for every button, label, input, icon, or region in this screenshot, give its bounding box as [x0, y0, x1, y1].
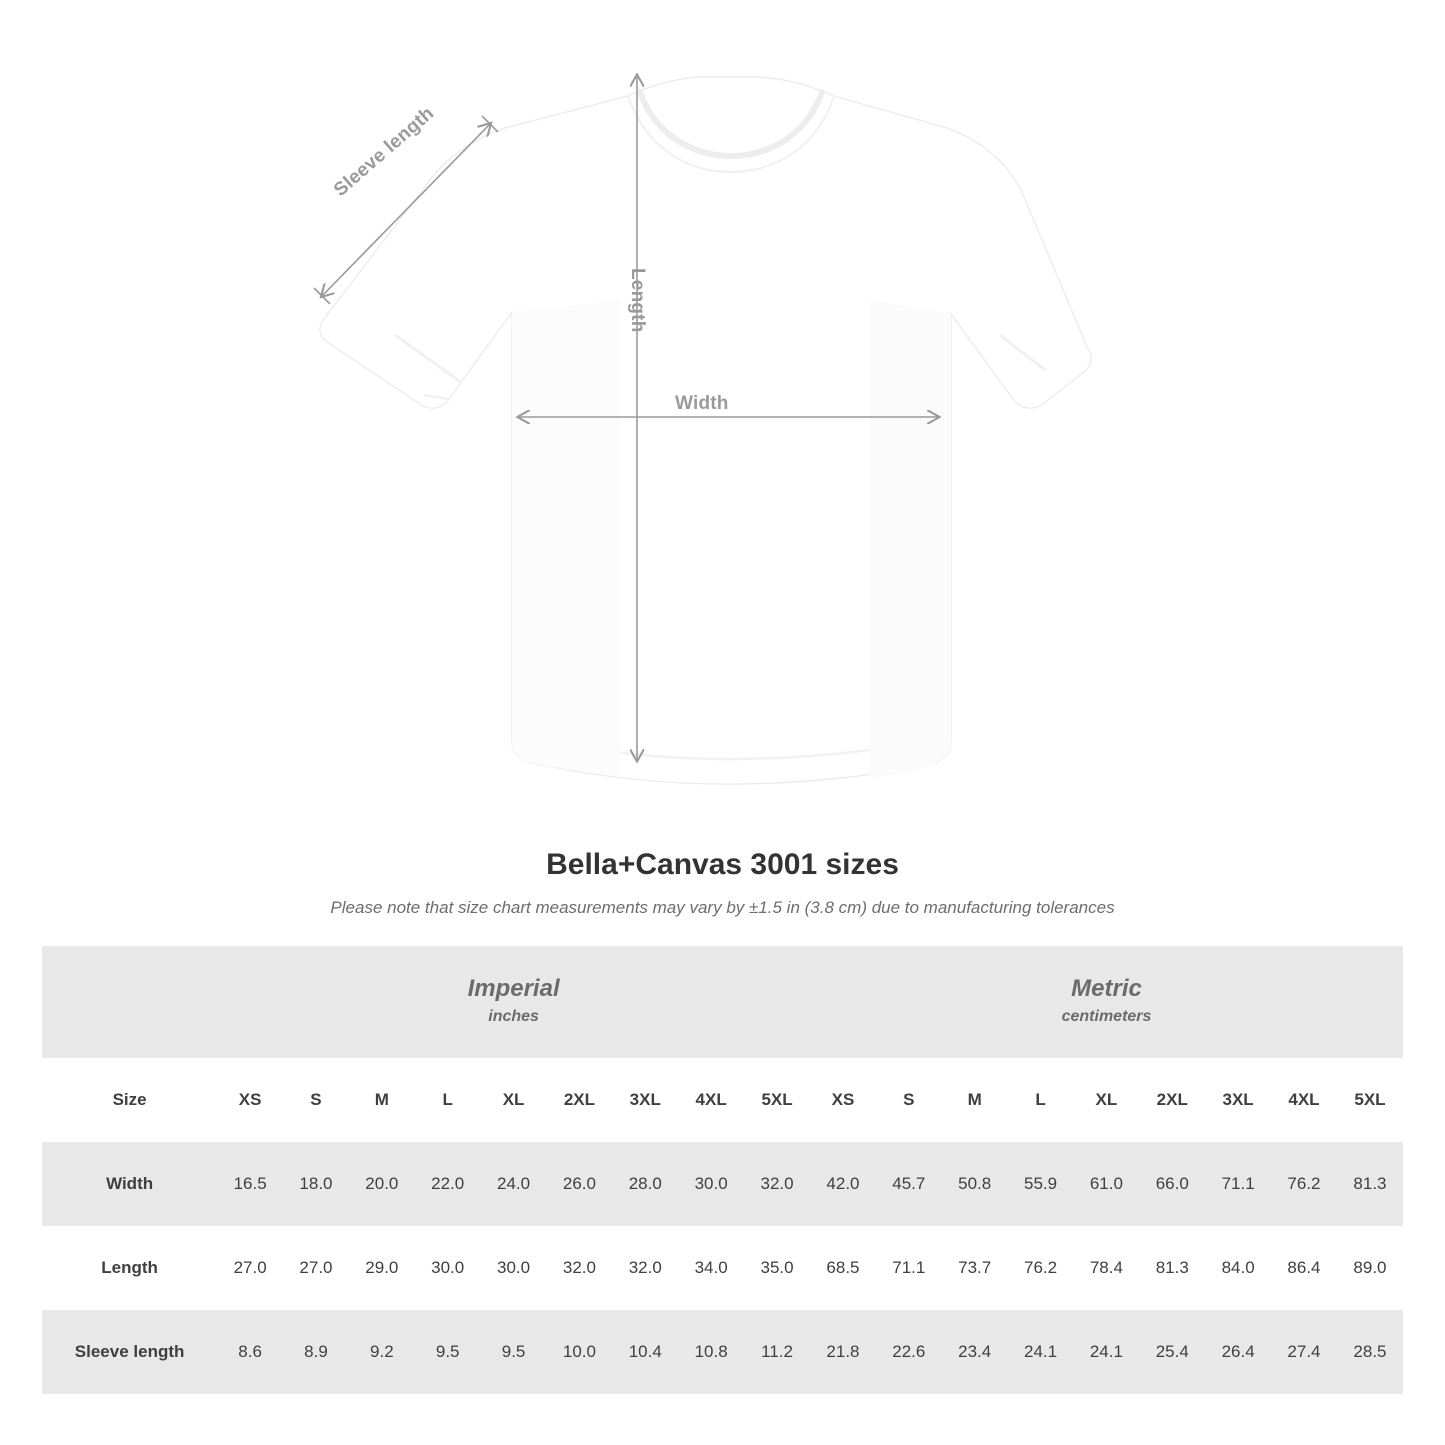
measurement-label: Sleeve length — [42, 1310, 217, 1394]
size-column-header: L — [415, 1058, 481, 1142]
size-column-header: 4XL — [1271, 1058, 1337, 1142]
measurement-value: 71.1 — [1205, 1142, 1271, 1226]
measurement-value: 26.4 — [1205, 1310, 1271, 1394]
system-header-spacer — [42, 946, 217, 1058]
measurement-value: 32.0 — [546, 1226, 612, 1310]
measurement-value: 23.4 — [942, 1310, 1008, 1394]
measurement-value: 32.0 — [612, 1226, 678, 1310]
measurement-value: 78.4 — [1073, 1226, 1139, 1310]
size-column-header: M — [942, 1058, 1008, 1142]
measurement-value: 81.3 — [1139, 1226, 1205, 1310]
size-table-body — [42, 1142, 1403, 1394]
size-column-header: 2XL — [546, 1058, 612, 1142]
measurement-value: 8.6 — [217, 1310, 283, 1394]
measurement-value: 76.2 — [1271, 1142, 1337, 1226]
measurement-value: 30.0 — [678, 1142, 744, 1226]
system-header-row — [42, 946, 1403, 1058]
measurement-value: 20.0 — [349, 1142, 415, 1226]
measurement-value: 29.0 — [349, 1226, 415, 1310]
size-column-header: XL — [481, 1058, 547, 1142]
measurement-label: Length — [42, 1226, 217, 1310]
size-corner-label: Size — [42, 1058, 217, 1142]
measurement-value: 73.7 — [942, 1226, 1008, 1310]
measurement-value: 24.1 — [1073, 1310, 1139, 1394]
size-column-header: S — [876, 1058, 942, 1142]
size-column-header: 5XL — [1337, 1058, 1403, 1142]
measurement-value: 22.6 — [876, 1310, 942, 1394]
table-row — [42, 1142, 1403, 1226]
measurement-value: 28.5 — [1337, 1310, 1403, 1394]
measurement-value: 81.3 — [1337, 1142, 1403, 1226]
measurement-value: 68.5 — [810, 1226, 876, 1310]
measurement-value: 30.0 — [415, 1226, 481, 1310]
size-column-header: 4XL — [678, 1058, 744, 1142]
length-label: Length — [627, 268, 648, 333]
measurement-value: 84.0 — [1205, 1226, 1271, 1310]
measurement-value: 8.9 — [283, 1310, 349, 1394]
system-header-imperial — [217, 946, 810, 1058]
sleeve-length-label: Sleeve length — [330, 102, 439, 201]
table-row — [42, 1310, 1403, 1394]
measurement-value: 24.1 — [1008, 1310, 1074, 1394]
size-table-wrapper — [42, 946, 1403, 1394]
measurement-value: 11.2 — [744, 1310, 810, 1394]
measurement-value: 10.0 — [546, 1310, 612, 1394]
measurement-value: 18.0 — [283, 1142, 349, 1226]
size-column-header: M — [349, 1058, 415, 1142]
size-column-header: 3XL — [1205, 1058, 1271, 1142]
tolerance-note: Please note that size chart measurements may vary by ±1.5 in (3.8 cm) due to manufacturing tolerances — [330, 898, 1115, 917]
size-column-header: S — [283, 1058, 349, 1142]
measurement-value: 9.5 — [415, 1310, 481, 1394]
measurement-value: 9.2 — [349, 1310, 415, 1394]
size-column-header: L — [1008, 1058, 1074, 1142]
system-header-metric — [810, 946, 1403, 1058]
chart-header — [0, 848, 1445, 918]
size-column-header: 3XL — [612, 1058, 678, 1142]
measurement-value: 71.1 — [876, 1226, 942, 1310]
table-row — [42, 1226, 1403, 1310]
system-unit: centimeters — [1061, 1008, 1152, 1026]
size-column-header: 2XL — [1139, 1058, 1205, 1142]
size-header-row — [42, 1058, 1403, 1142]
measurement-value: 25.4 — [1139, 1310, 1205, 1394]
size-column-header: XS — [217, 1058, 283, 1142]
size-column-header: XL — [1073, 1058, 1139, 1142]
measurement-value: 30.0 — [481, 1226, 547, 1310]
size-column-header: XS — [810, 1058, 876, 1142]
measurement-value: 10.8 — [678, 1310, 744, 1394]
measurement-value: 42.0 — [810, 1142, 876, 1226]
measurement-value: 35.0 — [744, 1226, 810, 1310]
measurement-value: 27.4 — [1271, 1310, 1337, 1394]
measurement-value: 50.8 — [942, 1142, 1008, 1226]
measurement-value: 28.0 — [612, 1142, 678, 1226]
measurement-label: Width — [42, 1142, 217, 1226]
measurement-value: 45.7 — [876, 1142, 942, 1226]
size-column-header: 5XL — [744, 1058, 810, 1142]
system-name: Imperial — [467, 975, 560, 1003]
measurement-value: 16.5 — [217, 1142, 283, 1226]
system-name: Metric — [1071, 975, 1142, 1003]
measurement-value: 32.0 — [744, 1142, 810, 1226]
page-title: Bella+Canvas 3001 sizes — [546, 848, 899, 881]
measurement-value: 24.0 — [481, 1142, 547, 1226]
measurement-value: 76.2 — [1008, 1226, 1074, 1310]
measurement-value: 27.0 — [283, 1226, 349, 1310]
measurement-value: 27.0 — [217, 1226, 283, 1310]
measurement-value: 22.0 — [415, 1142, 481, 1226]
measurement-value: 34.0 — [678, 1226, 744, 1310]
measurement-value: 61.0 — [1073, 1142, 1139, 1226]
measurement-value: 86.4 — [1271, 1226, 1337, 1310]
tshirt-shape — [320, 77, 1091, 784]
width-label: Width — [675, 393, 729, 414]
measurement-value: 21.8 — [810, 1310, 876, 1394]
measurement-value: 9.5 — [481, 1310, 547, 1394]
system-unit: inches — [488, 1008, 539, 1026]
measurement-value: 10.4 — [612, 1310, 678, 1394]
size-table — [42, 946, 1403, 1394]
measurement-value: 89.0 — [1337, 1226, 1403, 1310]
measurement-value: 66.0 — [1139, 1142, 1205, 1226]
measurement-value: 26.0 — [546, 1142, 612, 1226]
measurement-value: 55.9 — [1008, 1142, 1074, 1226]
